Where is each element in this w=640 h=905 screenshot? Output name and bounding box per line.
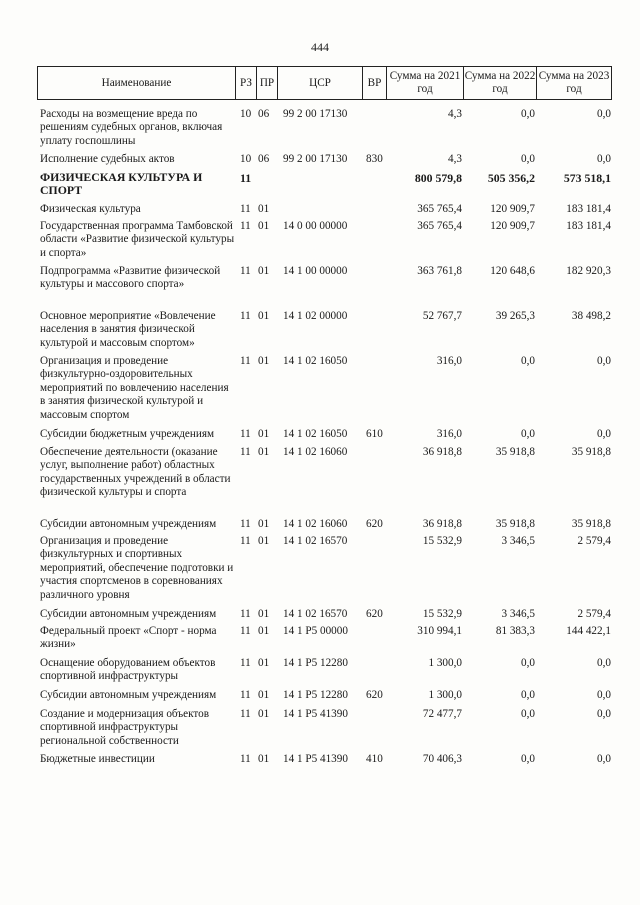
row-vr: 620 — [366, 689, 383, 701]
row-rz: 11 — [240, 428, 251, 440]
row-pr: 01 — [258, 446, 270, 458]
row-sum-2022: 35 918,8 — [495, 518, 535, 530]
row-pr: 01 — [258, 220, 270, 232]
row-name: Организация и проведение физкультурных и спортивных мероприятий, обеспечение подготовки и участия спортсменов в соревнованиях различного уровня — [40, 535, 234, 601]
row-rz: 11 — [240, 608, 251, 620]
row-sum-2021: 310 994,1 — [417, 625, 462, 637]
row-sum-2023: 0,0 — [597, 708, 611, 720]
row-sum-2021: 15 532,9 — [422, 608, 462, 620]
row-pr: 01 — [258, 203, 270, 215]
row-name: Обеспечение деятельности (оказание услуг, выполнение работ) областных государственных учреждений в области физической культуры и спорта — [40, 446, 231, 499]
row-sum-2021: 363 761,8 — [417, 265, 462, 277]
row-sum-2022: 120 909,7 — [490, 220, 535, 232]
row-sum-2023: 35 918,8 — [571, 518, 611, 530]
row-rz: 11 — [240, 753, 251, 765]
row-name: Оснащение оборудованием объектов спортивной инфраструктуры — [40, 657, 216, 683]
row-pr: 01 — [258, 265, 270, 277]
row-pr: 01 — [258, 310, 270, 322]
row-sum-2021: 1 300,0 — [428, 657, 462, 669]
row-sum-2022: 120 648,6 — [490, 265, 535, 277]
row-sum-2021: 4,3 — [448, 108, 462, 120]
row-csr: 14 1 00 00000 — [283, 265, 348, 277]
row-name: Субсидии бюджетным учреждениям — [40, 428, 215, 440]
row-sum-2021: 800 579,8 — [414, 171, 462, 185]
row-csr: 14 1 02 00000 — [283, 310, 348, 322]
row-sum-2021: 365 765,4 — [417, 220, 462, 232]
header-sum-2021: Сумма на 2021 год — [389, 70, 461, 95]
row-vr: 610 — [366, 428, 383, 440]
row-sum-2021: 15 532,9 — [422, 535, 462, 547]
row-sum-2023: 0,0 — [597, 428, 611, 440]
row-rz: 10 — [240, 153, 252, 165]
row-csr: 14 1 02 16050 — [283, 428, 348, 440]
row-rz: 11 — [240, 518, 251, 530]
row-sum-2021: 4,3 — [448, 153, 462, 165]
row-sum-2023: 0,0 — [597, 153, 611, 165]
row-rz: 11 — [240, 625, 251, 637]
page-number: 444 — [311, 40, 329, 54]
row-sum-2021: 365 765,4 — [417, 203, 462, 215]
row-sum-2021: 36 918,8 — [422, 518, 462, 530]
row-rz: 10 — [240, 108, 252, 120]
header-sum-2023: Сумма на 2023 год — [538, 70, 610, 95]
row-rz: 11 — [240, 657, 251, 669]
row-csr: 14 1 P5 00000 — [283, 625, 348, 637]
row-pr: 01 — [258, 355, 270, 367]
row-vr: 830 — [366, 153, 383, 165]
row-sum-2022: 39 265,3 — [495, 310, 535, 322]
row-rz: 11 — [240, 220, 251, 232]
row-pr: 06 — [258, 108, 270, 120]
row-rz: 11 — [240, 171, 252, 185]
row-sum-2022: 0,0 — [521, 753, 535, 765]
row-sum-2021: 316,0 — [436, 428, 462, 440]
row-sum-2022: 505 356,2 — [487, 171, 535, 185]
row-sum-2023: 182 920,3 — [566, 265, 611, 277]
row-csr: 14 1 P5 12280 — [283, 657, 348, 669]
row-rz: 11 — [240, 310, 251, 322]
row-csr: 14 1 P5 41390 — [283, 708, 348, 720]
row-pr: 01 — [258, 689, 270, 701]
row-sum-2023: 183 181,4 — [566, 203, 611, 215]
row-csr: 14 1 02 16050 — [283, 355, 348, 367]
row-csr: 14 1 P5 41390 — [283, 753, 348, 765]
row-sum-2023: 0,0 — [597, 689, 611, 701]
row-pr: 01 — [258, 535, 270, 547]
row-sum-2023: 0,0 — [597, 753, 611, 765]
row-name: Исполнение судебных актов — [40, 153, 175, 165]
row-sum-2023: 2 579,4 — [577, 608, 611, 620]
row-sum-2022: 0,0 — [521, 428, 535, 440]
row-rz: 11 — [240, 355, 251, 367]
row-name: Субсидии автономным учреждениям — [40, 689, 217, 701]
row-sum-2021: 72 477,7 — [422, 708, 462, 720]
header-sum-2022: Сумма на 2022 год — [464, 70, 536, 95]
row-rz: 11 — [240, 265, 251, 277]
row-rz: 11 — [240, 535, 251, 547]
row-csr: 14 1 02 16060 — [283, 518, 348, 530]
row-sum-2023: 144 422,1 — [566, 625, 611, 637]
row-vr: 620 — [366, 518, 383, 530]
row-name: Субсидии автономным учреждениям — [40, 518, 217, 530]
row-name: ФИЗИЧЕСКАЯ КУЛЬТУРА И СПОРТ — [40, 170, 203, 198]
row-sum-2023: 0,0 — [597, 657, 611, 669]
row-csr: 14 1 P5 12280 — [283, 689, 348, 701]
row-sum-2021: 36 918,8 — [422, 446, 462, 458]
row-name: Субсидии автономным учреждениям — [40, 608, 217, 620]
row-sum-2021: 316,0 — [436, 355, 462, 367]
row-sum-2022: 3 346,5 — [501, 535, 535, 547]
row-csr: 14 0 00 00000 — [283, 220, 348, 232]
row-pr: 06 — [258, 153, 270, 165]
row-sum-2022: 0,0 — [521, 108, 535, 120]
row-name: Бюджетные инвестиции — [40, 753, 155, 765]
row-sum-2023: 573 518,1 — [563, 171, 611, 185]
row-csr: 99 2 00 17130 — [283, 153, 348, 165]
row-sum-2022: 35 918,8 — [495, 446, 535, 458]
row-sum-2021: 70 406,3 — [422, 753, 462, 765]
row-name: Государственная программа Тамбовской области «Развитие физической культуры и спорта» — [40, 220, 235, 259]
row-sum-2022: 0,0 — [521, 355, 535, 367]
header-pr: ПР — [259, 76, 275, 89]
row-sum-2023: 35 918,8 — [571, 446, 611, 458]
header-csr: ЦСР — [309, 76, 331, 89]
row-sum-2021: 52 767,7 — [422, 310, 462, 322]
row-pr: 01 — [258, 657, 270, 669]
row-vr: 620 — [366, 608, 383, 620]
row-csr: 99 2 00 17130 — [283, 108, 348, 120]
row-name: Физическая культура — [40, 203, 141, 215]
row-vr: 410 — [366, 753, 383, 765]
row-name: Расходы на возмещение вреда по решениям судебных органов, включая уплату госпошлины — [40, 108, 223, 147]
row-sum-2022: 0,0 — [521, 689, 535, 701]
table-header — [37, 66, 612, 100]
row-name: Создание и модернизация объектов спортивной инфраструктуры региональной собственности — [40, 708, 209, 747]
header-vr: ВР — [367, 76, 382, 89]
row-sum-2022: 3 346,5 — [501, 608, 535, 620]
row-pr: 01 — [258, 608, 270, 620]
row-pr: 01 — [258, 428, 270, 440]
row-sum-2022: 120 909,7 — [490, 203, 535, 215]
row-sum-2023: 183 181,4 — [566, 220, 611, 232]
row-csr: 14 1 02 16570 — [283, 535, 348, 547]
row-pr: 01 — [258, 753, 270, 765]
row-sum-2023: 2 579,4 — [577, 535, 611, 547]
row-rz: 11 — [240, 203, 251, 215]
row-csr: 14 1 02 16060 — [283, 446, 348, 458]
row-name: Основное мероприятие «Вовлечение населения в занятия физической культурой и массовым спортом» — [40, 310, 216, 349]
row-pr: 01 — [258, 625, 270, 637]
row-sum-2022: 81 383,3 — [495, 625, 535, 637]
row-pr: 01 — [258, 708, 270, 720]
row-name: Организация и проведение физкультурно-оздоровительных мероприятий по вовлечению населения в занятия физической культурой и массовым спортом — [40, 355, 229, 421]
row-sum-2023: 0,0 — [597, 108, 611, 120]
row-csr: 14 1 02 16570 — [283, 608, 348, 620]
row-sum-2022: 0,0 — [521, 153, 535, 165]
row-rz: 11 — [240, 446, 251, 458]
row-pr: 01 — [258, 518, 270, 530]
header-rz: РЗ — [240, 76, 252, 89]
row-sum-2022: 0,0 — [521, 657, 535, 669]
row-sum-2023: 38 498,2 — [571, 310, 611, 322]
row-name: Подпрограмма «Развитие физической культуры и массового спорта» — [40, 265, 221, 291]
row-sum-2021: 1 300,0 — [428, 689, 462, 701]
row-sum-2023: 0,0 — [597, 355, 611, 367]
row-sum-2022: 0,0 — [521, 708, 535, 720]
header-name: Наименование — [101, 76, 172, 89]
row-rz: 11 — [240, 689, 251, 701]
row-rz: 11 — [240, 708, 251, 720]
row-name: Федеральный проект «Спорт - норма жизни» — [40, 625, 217, 651]
